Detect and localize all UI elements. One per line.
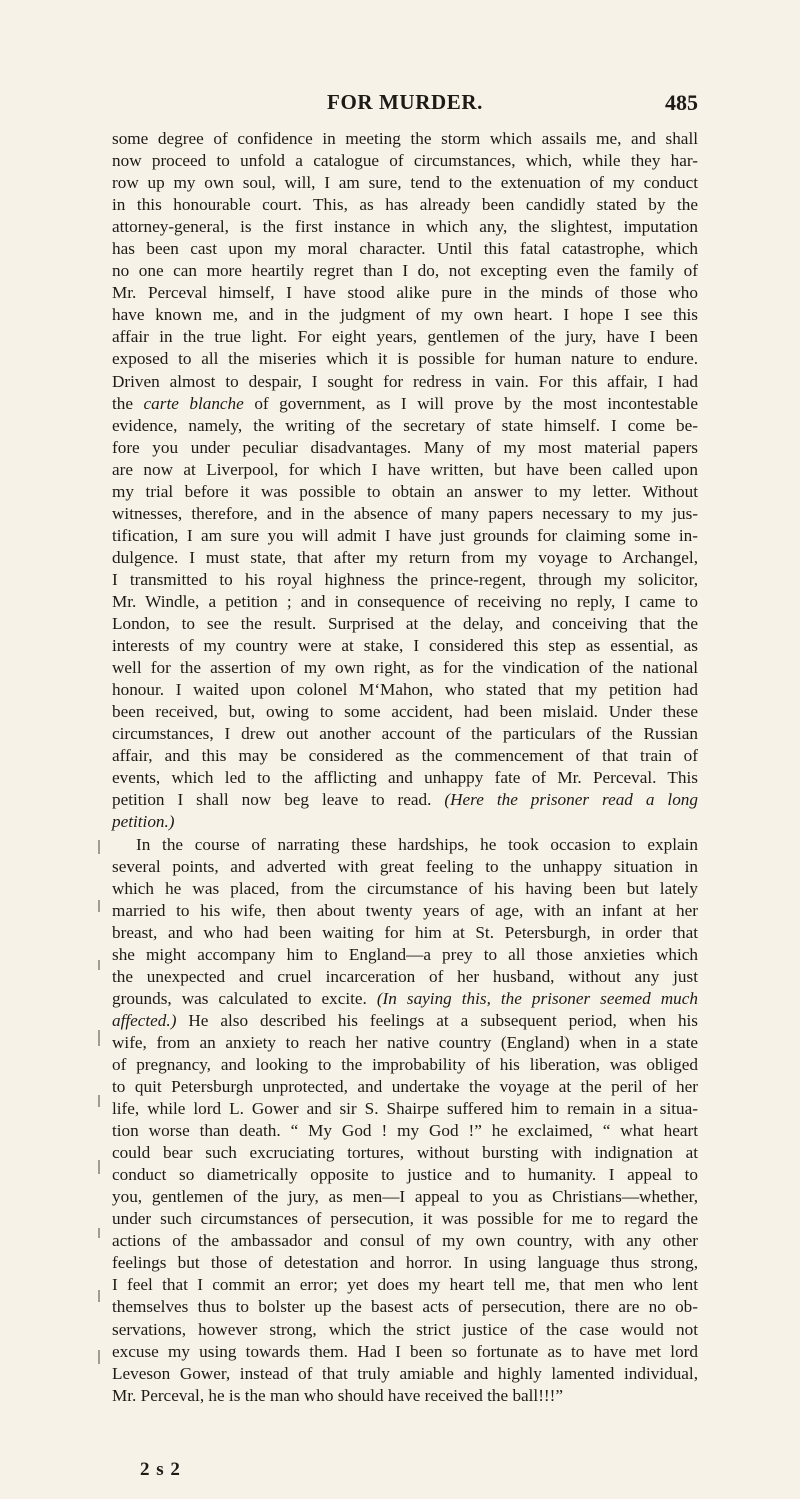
text-line: [112, 1164, 698, 1186]
line-text: have known me, and in the judgment of my own heart. I hope I see this: [112, 305, 698, 325]
line-text: affair in the true light. For eight years, gentlemen of the jury, have I been: [112, 327, 698, 347]
line-text: circumstances, I drew out another account of the particulars of the Russian: [112, 724, 698, 744]
body-text: [112, 128, 698, 1407]
line-text: wife, from an anxiety to reach her native country (England) when in a state: [112, 1032, 698, 1052]
text-line: [112, 194, 698, 216]
line-text: Leveson Gower, instead of that truly amiable and highly lamented individual,: [112, 1363, 698, 1383]
text-line: [112, 701, 698, 723]
line-text: tion worse than death. “ My God ! my God !” he exclaimed, “ what heart: [112, 1121, 698, 1141]
text-line: [112, 150, 698, 172]
text-line: [112, 745, 698, 767]
text-line: [112, 437, 698, 459]
line-text: themselves thus to bolster up the basest acts of persecution, there are no ob-: [112, 1297, 698, 1317]
text-line: [112, 1076, 698, 1098]
line-text: interests of my country were at stake, I considered this step as essential, as: [112, 636, 698, 656]
line-text: attorney-general, is the first instance in which any, the slightest, imputation: [112, 217, 698, 237]
line-text: In the course of narrating these hardships, he took occasion to explain: [136, 834, 698, 854]
text-line: [112, 1363, 698, 1385]
text-line: [112, 834, 698, 856]
text-line: [112, 1296, 698, 1318]
line-text: affair, and this may be considered as the commencement of that train of: [112, 746, 698, 766]
line-text: Driven almost to despair, I sought for redress in vain. For this affair, I had: [112, 371, 698, 391]
line-text: Mr. Perceval himself, I have stood alike pure in the minds of those who: [112, 283, 698, 303]
line-text: servations, however strong, which the strict justice of the case would not: [112, 1319, 698, 1339]
text-line: [112, 238, 698, 260]
line-text: excuse my using towards them. Had I been so fortunate as to have met lord: [112, 1341, 698, 1361]
text-line: [112, 547, 698, 569]
text-line: [112, 282, 698, 304]
line-text: no one can more heartily regret than I do, not excepting even the family of: [112, 261, 698, 281]
line-text: Mr. Perceval, he is the man who should have received the ball!!!”: [112, 1385, 564, 1405]
page-header: [112, 90, 698, 120]
text-line: [112, 459, 698, 481]
line-text: grounds, was calculated to excite.: [112, 988, 377, 1008]
line-text: events, which led to the afflicting and unhappy fate of Mr. Perceval. This: [112, 768, 698, 788]
text-line: [112, 900, 698, 922]
text-line: [112, 613, 698, 635]
line-text: life, while lord L. Gower and sir S. Shairpe suffered him to remain in a situa-: [112, 1099, 698, 1119]
line-text: has been cast upon my moral character. Until this fatal catastrophe, which: [112, 239, 698, 259]
text-line: [112, 260, 698, 282]
text-line: [112, 371, 698, 393]
text-line: [112, 525, 698, 547]
line-text: well for the assertion of my own right, as for the vindication of the national: [112, 658, 698, 678]
text-line: [112, 1120, 698, 1142]
line-text: you, gentlemen of the jury, as men—I appeal to you as Christians—whether,: [112, 1187, 698, 1207]
text-line: [112, 172, 698, 194]
line-text: row up my own soul, will, I am sure, tend to the extenuation of my conduct: [112, 173, 698, 193]
text-line: [112, 988, 698, 1010]
text-line: [112, 1054, 698, 1076]
line-text: exposed to all the miseries which it is possible for human nature to endure.: [112, 349, 698, 369]
italic-text: carte blanche: [143, 393, 244, 413]
line-text: married to his wife, then about twenty years of age, with an infant at her: [112, 900, 698, 920]
text-line: [112, 679, 698, 701]
line-text: conduct so diametrically opposite to justice and to humanity. I appeal to: [112, 1165, 698, 1185]
italic-text: affected.): [112, 1010, 177, 1030]
line-text: feelings but those of detestation and horror. In using language thus strong,: [112, 1253, 698, 1273]
line-text: fore you under peculiar disadvantages. Many of my most material papers: [112, 437, 698, 457]
text-line: [112, 1142, 698, 1164]
text-line: [112, 1252, 698, 1274]
text-line: [112, 657, 698, 679]
line-text: tification, I am sure you will admit I have just grounds for claiming some in-: [112, 525, 698, 545]
line-text: I feel that I commit an error; yet does my heart tell me, that men who lent: [112, 1275, 698, 1295]
margin-shadow: [98, 840, 102, 1400]
text-line: [112, 1385, 698, 1407]
line-text: London, to see the result. Surprised at the delay, and conceiving that the: [112, 614, 698, 634]
line-text: are now at Liverpool, for which I have written, but have been called upon: [112, 459, 698, 479]
text-line: [112, 393, 698, 415]
text-line: [112, 1186, 698, 1208]
line-text: been received, but, owing to some accident, had been mislaid. Under these: [112, 702, 698, 722]
line-text: Mr. Windle, a petition ; and in consequence of receiving no reply, I came to: [112, 591, 698, 611]
text-line: [112, 1032, 698, 1054]
text-line: [112, 1341, 698, 1363]
text-line: [112, 966, 698, 988]
text-line: [112, 569, 698, 591]
line-text: actions of the ambassador and consul of my own country, with any other: [112, 1231, 698, 1251]
line-text: petition I shall now beg leave to read.: [112, 790, 445, 810]
text-line: [112, 128, 698, 150]
italic-text: petition.): [112, 812, 175, 832]
text-line: [112, 944, 698, 966]
line-text: of pregnancy, and looking to the improbability of his liberation, was obliged: [112, 1054, 698, 1074]
line-text: He also described his feelings at a subsequent period, when his: [176, 1010, 698, 1030]
line-text: honour. I waited upon colonel M‘Mahon, who stated that my petition had: [112, 680, 698, 700]
text-line: [112, 481, 698, 503]
line-text: witnesses, therefore, and in the absence of many papers necessary to my jus-: [112, 503, 698, 523]
text-line: [112, 922, 698, 944]
running-title: FOR MURDER.: [327, 90, 483, 114]
line-text: dulgence. I must state, that after my return from my voyage to Archangel,: [112, 547, 698, 567]
text-line: [112, 591, 698, 613]
line-text: the unexpected and cruel incarceration of her husband, without any just: [112, 966, 698, 986]
text-line: [112, 216, 698, 238]
line-text: in this honourable court. This, as has already been candidly stated by the: [112, 195, 698, 215]
text-line: [112, 723, 698, 745]
line-text: could bear such excruciating tortures, without bursting with indignation at: [112, 1143, 698, 1163]
signature-mark: 2 s 2: [140, 1459, 181, 1480]
text-line: [112, 811, 698, 833]
line-text: to quit Petersburgh unprotected, and undertake the voyage at the peril of her: [112, 1077, 698, 1097]
text-line: [112, 767, 698, 789]
line-text: which he was placed, from the circumstance of his having been but lately: [112, 878, 698, 898]
text-line: [112, 635, 698, 657]
line-text: now proceed to unfold a catalogue of circumstances, which, while they har-: [112, 151, 698, 171]
text-line: [112, 348, 698, 370]
line-text: my trial before it was possible to obtain an answer to my letter. Without: [112, 481, 698, 501]
line-text: under such circumstances of persecution, it was possible for me to regard the: [112, 1209, 698, 1229]
italic-text: (Here the prisoner read a long: [444, 790, 698, 810]
text-line: [112, 1098, 698, 1120]
line-text: several points, and adverted with great feeling to the unhappy situation in: [112, 856, 698, 876]
line-text: the: [112, 393, 144, 413]
text-line: [112, 304, 698, 326]
text-line: [112, 1274, 698, 1296]
line-text: of government, as I will prove by the most incontestable: [243, 393, 698, 413]
text-line: [112, 503, 698, 525]
text-line: [112, 1208, 698, 1230]
text-line: [112, 1010, 698, 1032]
line-text: evidence, namely, the writing of the secretary of state himself. I come be-: [112, 415, 698, 435]
text-line: [112, 415, 698, 437]
line-text: some degree of confidence in meeting the storm which assails me, and shall: [112, 129, 698, 148]
line-text: she might accompany him to England—a prey to all those anxieties which: [112, 944, 698, 964]
text-line: [112, 1319, 698, 1341]
text-line: [112, 789, 698, 811]
line-text: breast, and who had been waiting for him at St. Petersburgh, in order that: [112, 922, 698, 942]
page-number: 485: [665, 90, 698, 115]
text-line: [112, 856, 698, 878]
text-line: [112, 1230, 698, 1252]
text-line: [112, 878, 698, 900]
line-text: I transmitted to his royal highness the prince-regent, through my solicitor,: [112, 569, 698, 589]
text-line: [112, 326, 698, 348]
italic-text: (In saying this, the prisoner seemed much: [376, 988, 698, 1008]
